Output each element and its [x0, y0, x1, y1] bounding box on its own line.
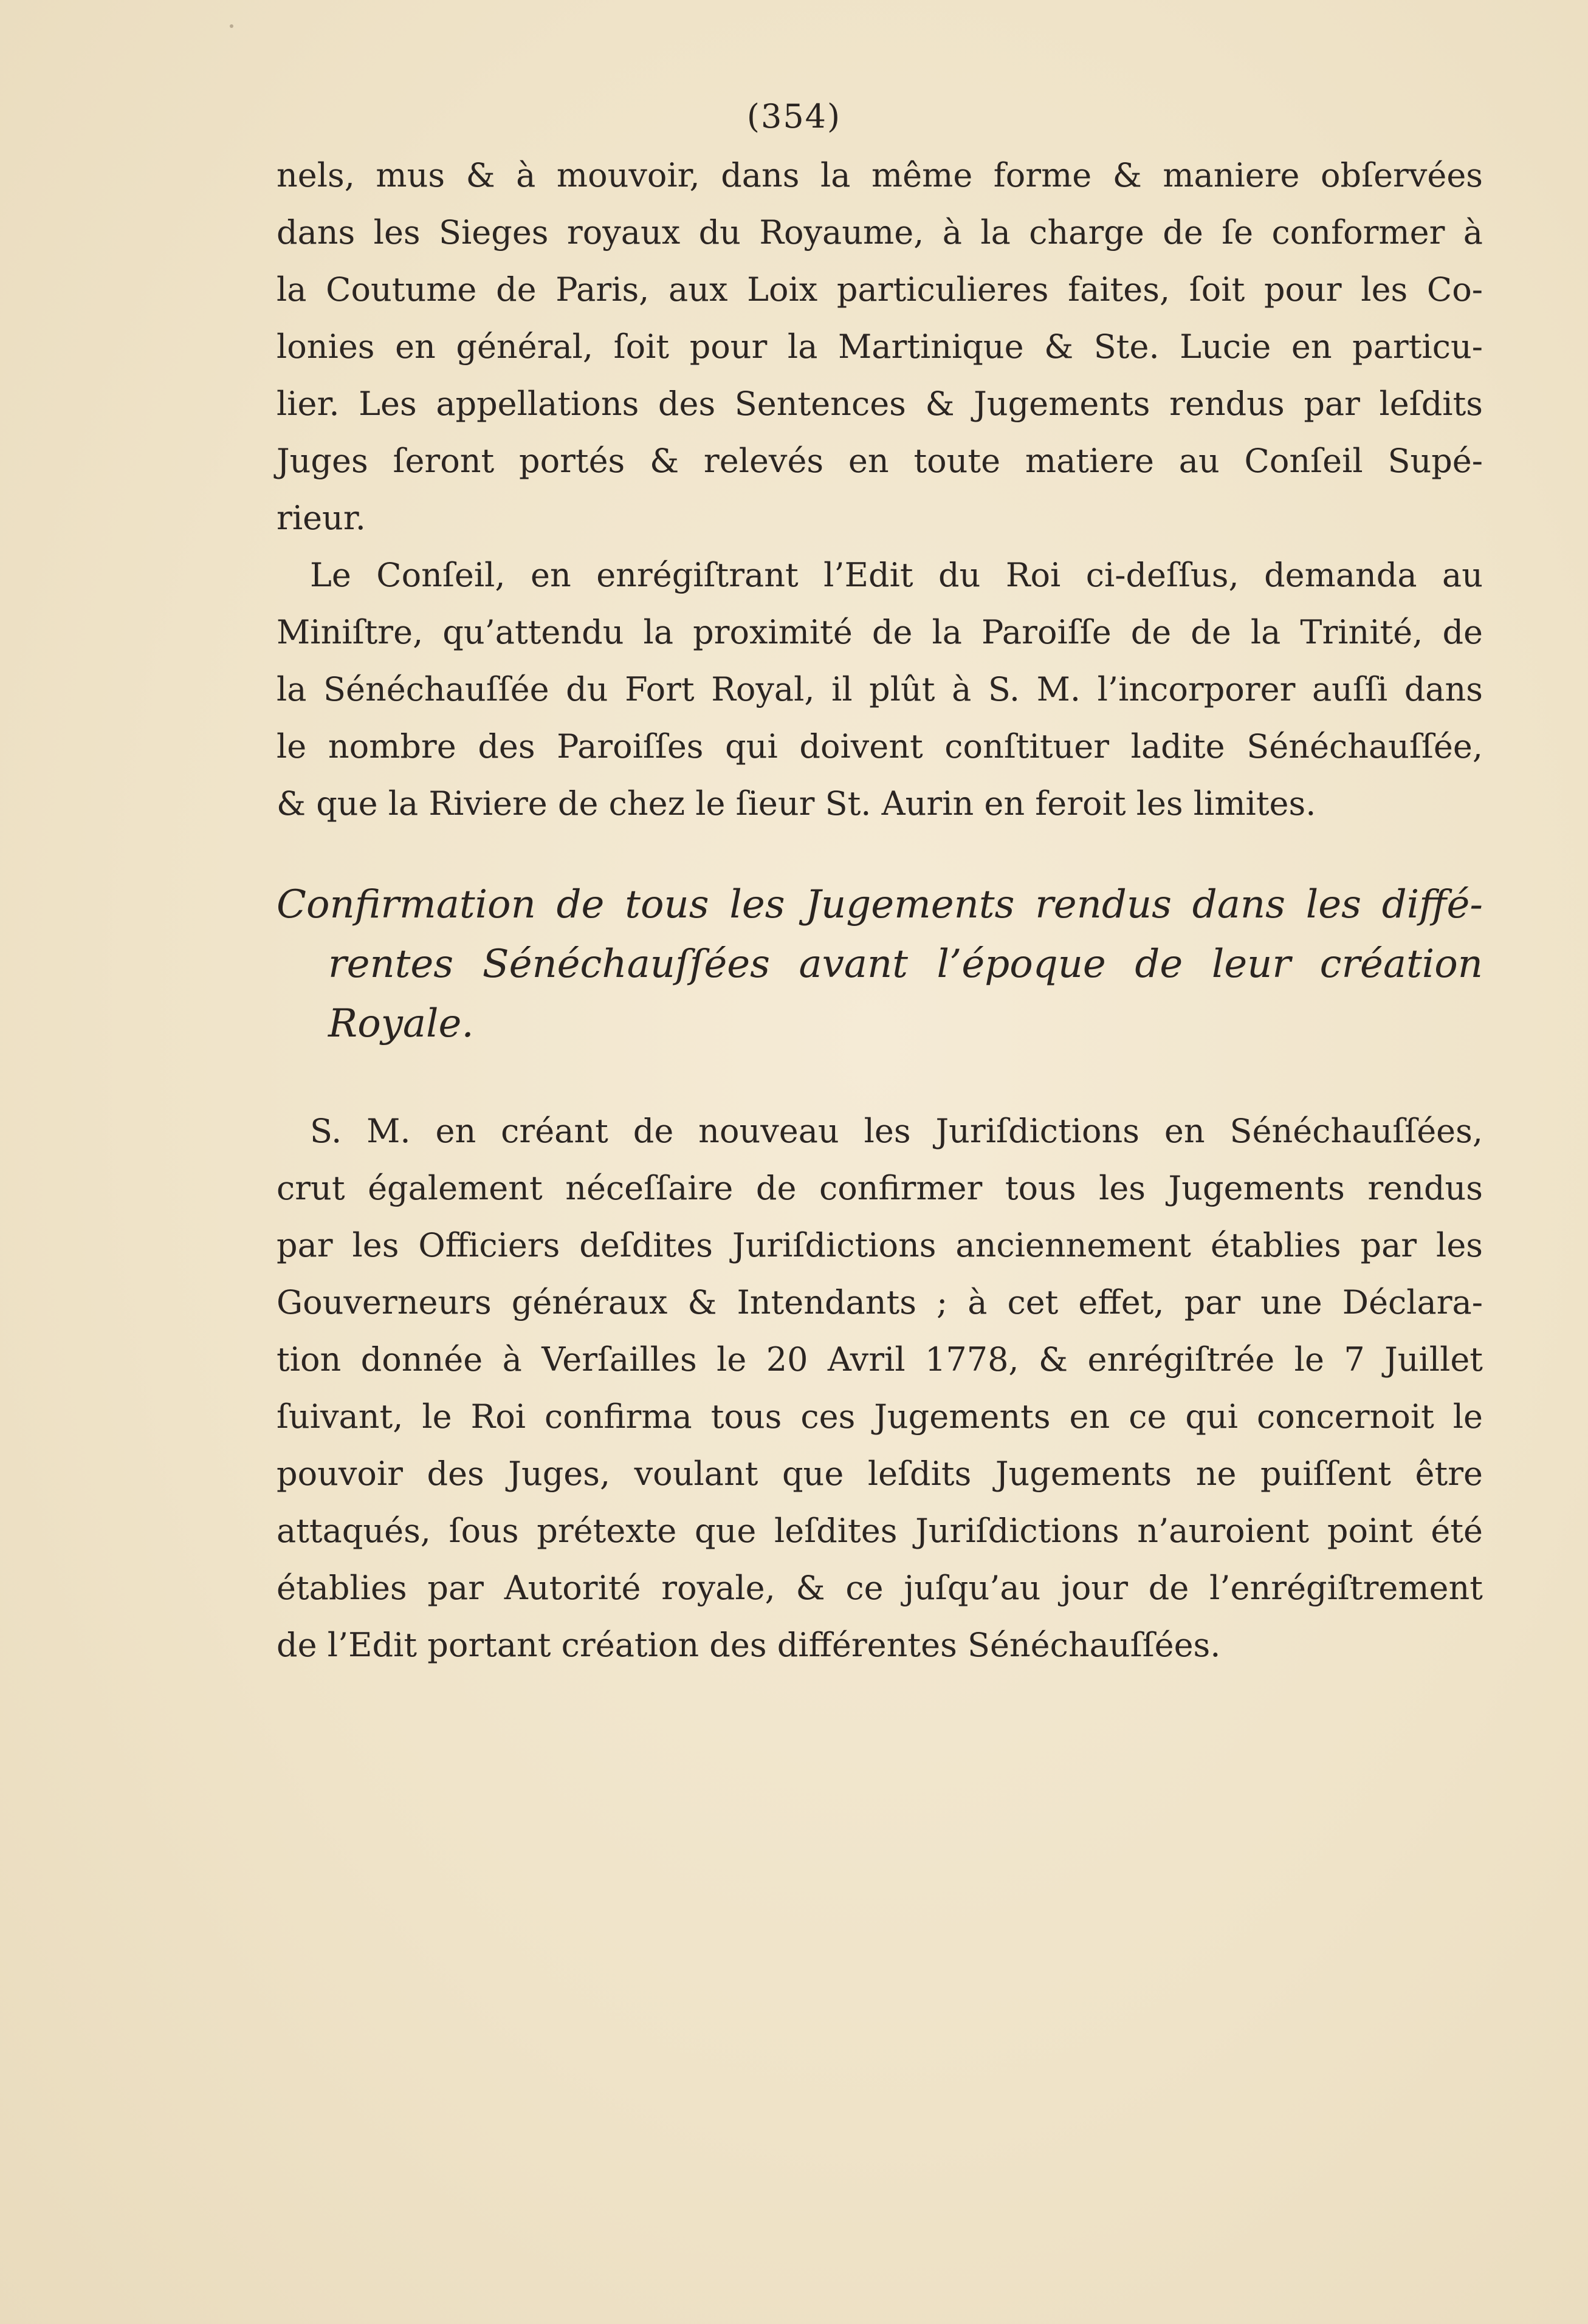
- text-line: crut également néceſſaire de confirmer tous les Jugements rendus: [277, 1169, 1483, 1207]
- text-line: ſuivant, le Roi confirma tous ces Jugements en ce qui concernoit le: [277, 1397, 1483, 1436]
- section-heading: [277, 875, 1483, 1054]
- text-line: la Sénéchauſſée du Fort Royal, il plût à S. M. l’incorporer auſſi dans: [277, 670, 1483, 708]
- paper-speck: [230, 24, 233, 28]
- text-line: dans les Sieges royaux du Royaume, à la charge de ſe conformer à: [277, 213, 1483, 252]
- text-line: lonies en général, ſoit pour la Martinique & Ste. Lucie en particu-: [277, 327, 1483, 366]
- text-line: Gouverneurs généraux & Intendants ; à cet effet, par une Déclara-: [277, 1283, 1483, 1321]
- page-number: (354): [746, 97, 842, 135]
- text-line: Le Conſeil, en enrégiſtrant l’Edit du Roi ci-deſſus, demanda au: [310, 556, 1483, 594]
- text-line: tion donnée à Verſailles le 20 Avril 1778, & enrégiſtrée le 7 Juillet: [277, 1340, 1483, 1379]
- text-line: S. M. en créant de nouveau les Juriſdictions en Sénéchauſſées,: [310, 1112, 1483, 1150]
- paragraph-declaration: [277, 1103, 1483, 1674]
- paragraph-continuation: [277, 147, 1483, 547]
- text-line: & que la Riviere de chez le ſieur St. Aurin en feroit les limites.: [277, 784, 1316, 823]
- text-line: pouvoir des Juges, voulant que leſdits Jugements ne puiſſent être: [277, 1455, 1483, 1493]
- heading-line: rentes Sénéchauſſées avant l’époque de leur création: [328, 942, 1483, 987]
- text-line: attaqués, ſous prétexte que leſdites Juriſdictions n’auroient point été: [277, 1512, 1483, 1550]
- heading-line: Confirmation de tous les Jugements rendus dans les diffé-: [277, 882, 1483, 927]
- text-line: de l’Edit portant création des différentes Sénéchauſſées.: [277, 1626, 1221, 1664]
- text-line: lier. Les appellations des Sentences & Jugements rendus par leſdits: [277, 385, 1483, 423]
- heading-line: Royale.: [328, 1001, 474, 1046]
- text-line: nels, mus & à mouvoir, dans la même forme & maniere obſervées: [277, 156, 1483, 194]
- text-line: rieur.: [277, 499, 366, 537]
- text-line: le nombre des Paroiſſes qui doivent conſtituer ladite Sénéchauſſée,: [277, 727, 1483, 766]
- text-line: établies par Autorité royale, & ce juſqu’au jour de l’enrégiſtrement: [277, 1569, 1483, 1607]
- text-line: par les Officiers deſdites Juriſdictions anciennement établies par les: [277, 1226, 1483, 1264]
- text-line: Juges ſeront portés & relevés en toute matiere au Conſeil Supé-: [277, 442, 1483, 480]
- text-line: la Coutume de Paris, aux Loix particulieres faites, ſoit pour les Co-: [277, 270, 1483, 309]
- text-line: Miniſtre, qu’attendu la proximité de la Paroiſſe de de la Trinité, de: [277, 613, 1483, 651]
- paragraph-conseil: [277, 547, 1483, 832]
